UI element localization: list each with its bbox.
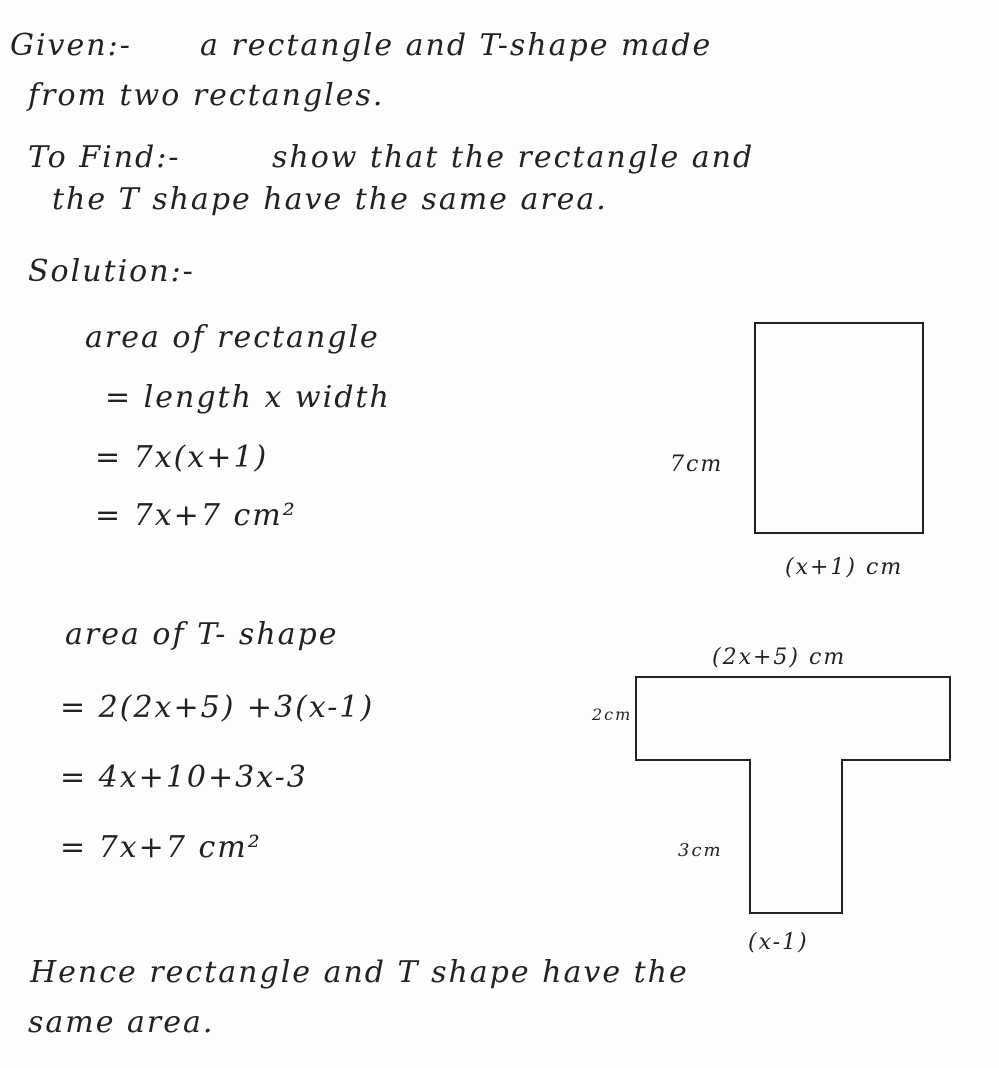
conclusion-line-1: Hence rectangle and T shape have the (30, 955, 689, 990)
to-find-label: To Find:- (28, 140, 181, 175)
rectangle-step-3: = 7x+7 cm² (95, 498, 297, 533)
to-find-line-1: show that the rectangle and (272, 140, 755, 175)
rectangle-step-2: = 7x(x+1) (95, 440, 269, 475)
conclusion-line-2: same area. (28, 1005, 215, 1040)
rectangle-diagram (755, 323, 923, 533)
rectangle-area-heading: area of rectangle (85, 320, 380, 355)
t-shape-area-heading: area of T- shape (65, 617, 339, 652)
solution-label: Solution:- (28, 254, 195, 289)
given-line-1: a rectangle and T-shape made (200, 28, 713, 63)
t-shape-step-1: = 2(2x+5) +3(x-1) (60, 690, 375, 725)
t-shape-top-label: (2x+5) cm (712, 645, 847, 670)
rectangle-step-1: = length x width (105, 380, 391, 415)
rectangle-width-label: (x+1) cm (785, 555, 904, 580)
to-find-line-2: the T shape have the same area. (52, 182, 608, 217)
t-shape-step-3: = 7x+7 cm² (60, 830, 262, 865)
t-shape-stem-height-label: 3cm (678, 840, 723, 861)
rectangle-height-label: 7cm (670, 452, 724, 477)
given-line-2: from two rectangles. (28, 78, 385, 113)
t-shape-step-2: = 4x+10+3x-3 (60, 760, 308, 795)
t-shape-stem-width-label: (x-1) (748, 930, 809, 955)
given-label: Given:- (10, 28, 132, 63)
t-shape-diagram (636, 677, 950, 913)
t-shape-bar-height-label: 2cm (592, 705, 633, 724)
